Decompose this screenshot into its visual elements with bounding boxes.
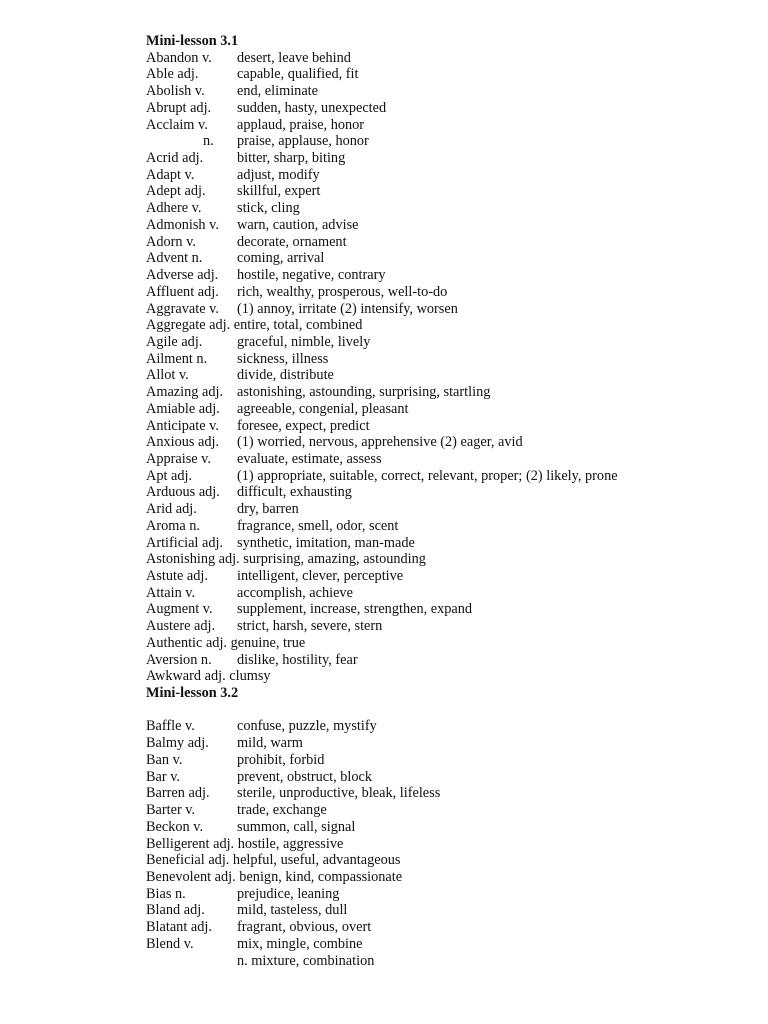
entry-definition: synthetic, imitation, man-made [237, 534, 415, 551]
vocab-entry [146, 234, 746, 251]
entry-term: Adorn v. [146, 233, 196, 250]
vocab-entry [146, 384, 746, 401]
vocab-entry [146, 468, 746, 485]
entry-term: Adhere v. [146, 200, 202, 217]
vocab-entry [146, 836, 746, 853]
entry-definition: divide, distribute [237, 367, 334, 384]
entry-text: Awkward adj. clumsy [146, 668, 271, 685]
entry-definition: mild, warm [237, 735, 303, 752]
vocab-entry [146, 535, 746, 552]
entry-term: Admonish v. [146, 216, 219, 233]
entry-definition: astonishing, astounding, surprising, startling [237, 384, 491, 401]
vocab-entry [146, 936, 746, 953]
entry-term: Arduous adj. [146, 484, 220, 501]
vocab-entry [146, 501, 746, 518]
entry-term: Bland adj. [146, 902, 205, 919]
vocab-entry [146, 752, 746, 769]
blank-line [146, 702, 746, 719]
entry-text: Beneficial adj. helpful, useful, advantageous [146, 852, 401, 869]
entry-text: Astonishing adj. surprising, amazing, astounding [146, 551, 426, 568]
entry-text: Aggregate adj. entire, total, combined [146, 317, 363, 334]
vocab-entry [146, 401, 746, 418]
entry-definition: (1) annoy, irritate (2) intensify, worsen [237, 300, 458, 317]
entry-definition: summon, call, signal [237, 818, 356, 835]
vocab-entry [146, 618, 746, 635]
vocab-entry [146, 568, 746, 585]
entry-definition: mix, mingle, combine [237, 935, 363, 952]
entry-definition: supplement, increase, strengthen, expand [237, 601, 473, 618]
entry-term: Aversion n. [146, 651, 212, 668]
entry-definition: hostile, negative, contrary [237, 267, 386, 284]
entry-definition: desert, leave behind [237, 49, 351, 66]
vocab-entry [146, 601, 746, 618]
vocab-subentry [146, 953, 746, 970]
entry-definition: applaud, praise, honor [237, 116, 365, 133]
vocab-entry [146, 66, 746, 83]
vocab-entry [146, 886, 746, 903]
entry-term: Astute adj. [146, 568, 208, 584]
entry-definition: fragrance, smell, odor, scent [237, 517, 399, 534]
entry-term: Adverse adj. [146, 267, 219, 284]
entry-term: Aroma n. [146, 517, 200, 534]
entry-definition: prejudice, leaning [237, 885, 340, 902]
entry-term: Arid adj. [146, 501, 197, 518]
entry-term: Appraise v. [146, 450, 211, 467]
entry-term: Ailment n. [146, 350, 208, 367]
vocab-subentry [146, 133, 746, 150]
vocab-entry [146, 301, 746, 318]
vocab-entry [146, 718, 746, 735]
vocab-entry [146, 317, 746, 334]
entry-term: Barter v. [146, 802, 196, 819]
entry-term: Adapt v. [146, 166, 195, 183]
entry-term: Amiable adj. [146, 400, 220, 417]
entry-term: Bias n. [146, 885, 186, 902]
entry-term: Amazing adj. [146, 384, 224, 401]
entry-definition: evaluate, estimate, assess [237, 450, 382, 467]
vocab-entry [146, 100, 746, 117]
entry-definition: intelligent, clever, perceptive [237, 568, 404, 584]
entry-term: Apt adj. [146, 467, 193, 484]
entry-term: Artificial adj. [146, 534, 224, 551]
vocab-entry [146, 418, 746, 435]
entry-term: Adept adj. [146, 183, 206, 200]
vocab-entry [146, 585, 746, 602]
vocab-entry [146, 334, 746, 351]
entry-definition: dry, barren [237, 501, 299, 518]
vocab-entry [146, 902, 746, 919]
entry-term: Beckon v. [146, 818, 204, 835]
vocab-entry [146, 183, 746, 200]
entry-definition: accomplish, achieve [237, 584, 353, 601]
entry-definition: praise, applause, honor [237, 133, 369, 150]
entry-definition: (1) appropriate, suitable, correct, relevant, proper; (2) likely, prone [237, 467, 618, 484]
vocab-entry [146, 769, 746, 786]
entry-definition: decorate, ornament [237, 233, 347, 250]
entry-definition: graceful, nimble, lively [237, 333, 371, 350]
entry-term: Ban v. [146, 751, 183, 768]
entry-definition: bitter, sharp, biting [237, 150, 346, 167]
vocab-entry [146, 150, 746, 167]
entry-term: Anticipate v. [146, 417, 219, 434]
entry-definition: prevent, obstruct, block [237, 768, 372, 785]
vocab-entry [146, 367, 746, 384]
vocab-entry [146, 250, 746, 267]
vocab-entry [146, 919, 746, 936]
entry-definition: stick, cling [237, 200, 300, 217]
entry-term: Attain v. [146, 584, 196, 601]
entry-definition: dislike, hostility, fear [237, 651, 358, 668]
entry-term: Blend v. [146, 935, 194, 952]
entry-part-of-speech: n. [203, 133, 214, 150]
vocabulary-document [146, 33, 746, 969]
entry-term: Anxious adj. [146, 434, 220, 451]
vocab-entry [146, 267, 746, 284]
entry-term: Bar v. [146, 768, 181, 785]
entry-term: Affluent adj. [146, 283, 219, 300]
entry-definition: skillful, expert [237, 183, 321, 200]
entry-term: Abrupt adj. [146, 99, 212, 116]
vocab-entry [146, 167, 746, 184]
entry-term: Austere adj. [146, 618, 216, 635]
entry-definition: fragrant, obvious, overt [237, 919, 372, 936]
entry-text: Authentic adj. genuine, true [146, 634, 306, 651]
vocab-entry [146, 735, 746, 752]
vocab-entry [146, 117, 746, 134]
entry-definition: n. mixture, combination [237, 952, 375, 969]
entry-term: Agile adj. [146, 333, 203, 350]
entry-term: Acclaim v. [146, 116, 208, 133]
entry-term: Acrid adj. [146, 150, 204, 167]
vocab-entry [146, 852, 746, 869]
vocab-entry [146, 50, 746, 67]
entry-term: Abolish v. [146, 83, 205, 100]
entry-definition: trade, exchange [237, 802, 327, 819]
entry-term: Augment v. [146, 601, 213, 618]
entry-definition: sudden, hasty, unexpected [237, 99, 387, 116]
entry-term: Aggravate v. [146, 300, 219, 317]
vocab-entry [146, 518, 746, 535]
vocab-entry [146, 217, 746, 234]
section-heading: Mini-lesson 3.1 [146, 33, 239, 49]
section-heading: Mini-lesson 3.2 [146, 685, 239, 702]
entry-definition: (1) worried, nervous, apprehensive (2) eager, avid [237, 434, 523, 451]
entry-definition: end, eliminate [237, 83, 318, 100]
vocab-entry [146, 635, 746, 652]
entry-term: Allot v. [146, 367, 189, 384]
entry-text: Belligerent adj. hostile, aggressive [146, 835, 344, 852]
vocab-entry [146, 785, 746, 802]
vocab-entry [146, 819, 746, 836]
entry-definition: confuse, puzzle, mystify [237, 718, 377, 735]
entry-term: Able adj. [146, 66, 199, 83]
entry-term: Advent n. [146, 250, 203, 267]
entry-definition: rich, wealthy, prosperous, well-to-do [237, 283, 448, 300]
vocab-entry [146, 351, 746, 368]
vocab-entry [146, 668, 746, 685]
entry-definition: difficult, exhausting [237, 484, 352, 501]
entry-text: Benevolent adj. benign, kind, compassionate [146, 868, 403, 885]
vocab-entry [146, 200, 746, 217]
entry-definition: capable, qualified, fit [237, 66, 359, 83]
entry-term: Barren adj. [146, 785, 210, 802]
entry-definition: sterile, unproductive, bleak, lifeless [237, 785, 441, 802]
entry-term: Baffle v. [146, 718, 195, 735]
vocab-entry [146, 869, 746, 886]
entry-definition: foresee, expect, predict [237, 417, 370, 434]
vocab-entry [146, 652, 746, 669]
vocab-entry [146, 434, 746, 451]
entry-definition: sickness, illness [237, 350, 329, 367]
entry-definition: adjust, modify [237, 166, 320, 183]
entry-term: Balmy adj. [146, 735, 209, 752]
entry-term: Abandon v. [146, 49, 212, 66]
vocab-entry [146, 83, 746, 100]
entry-definition: coming, arrival [237, 250, 325, 267]
vocab-entry [146, 484, 746, 501]
entry-definition: strict, harsh, severe, stern [237, 618, 383, 635]
entry-definition: warn, caution, advise [237, 216, 359, 233]
entry-definition: prohibit, forbid [237, 751, 325, 768]
entry-definition: agreeable, congenial, pleasant [237, 400, 409, 417]
entry-definition: mild, tasteless, dull [237, 902, 348, 919]
vocab-entry [146, 284, 746, 301]
vocab-entry [146, 551, 746, 568]
vocab-entry [146, 451, 746, 468]
vocab-entry [146, 802, 746, 819]
entry-term: Blatant adj. [146, 919, 212, 936]
